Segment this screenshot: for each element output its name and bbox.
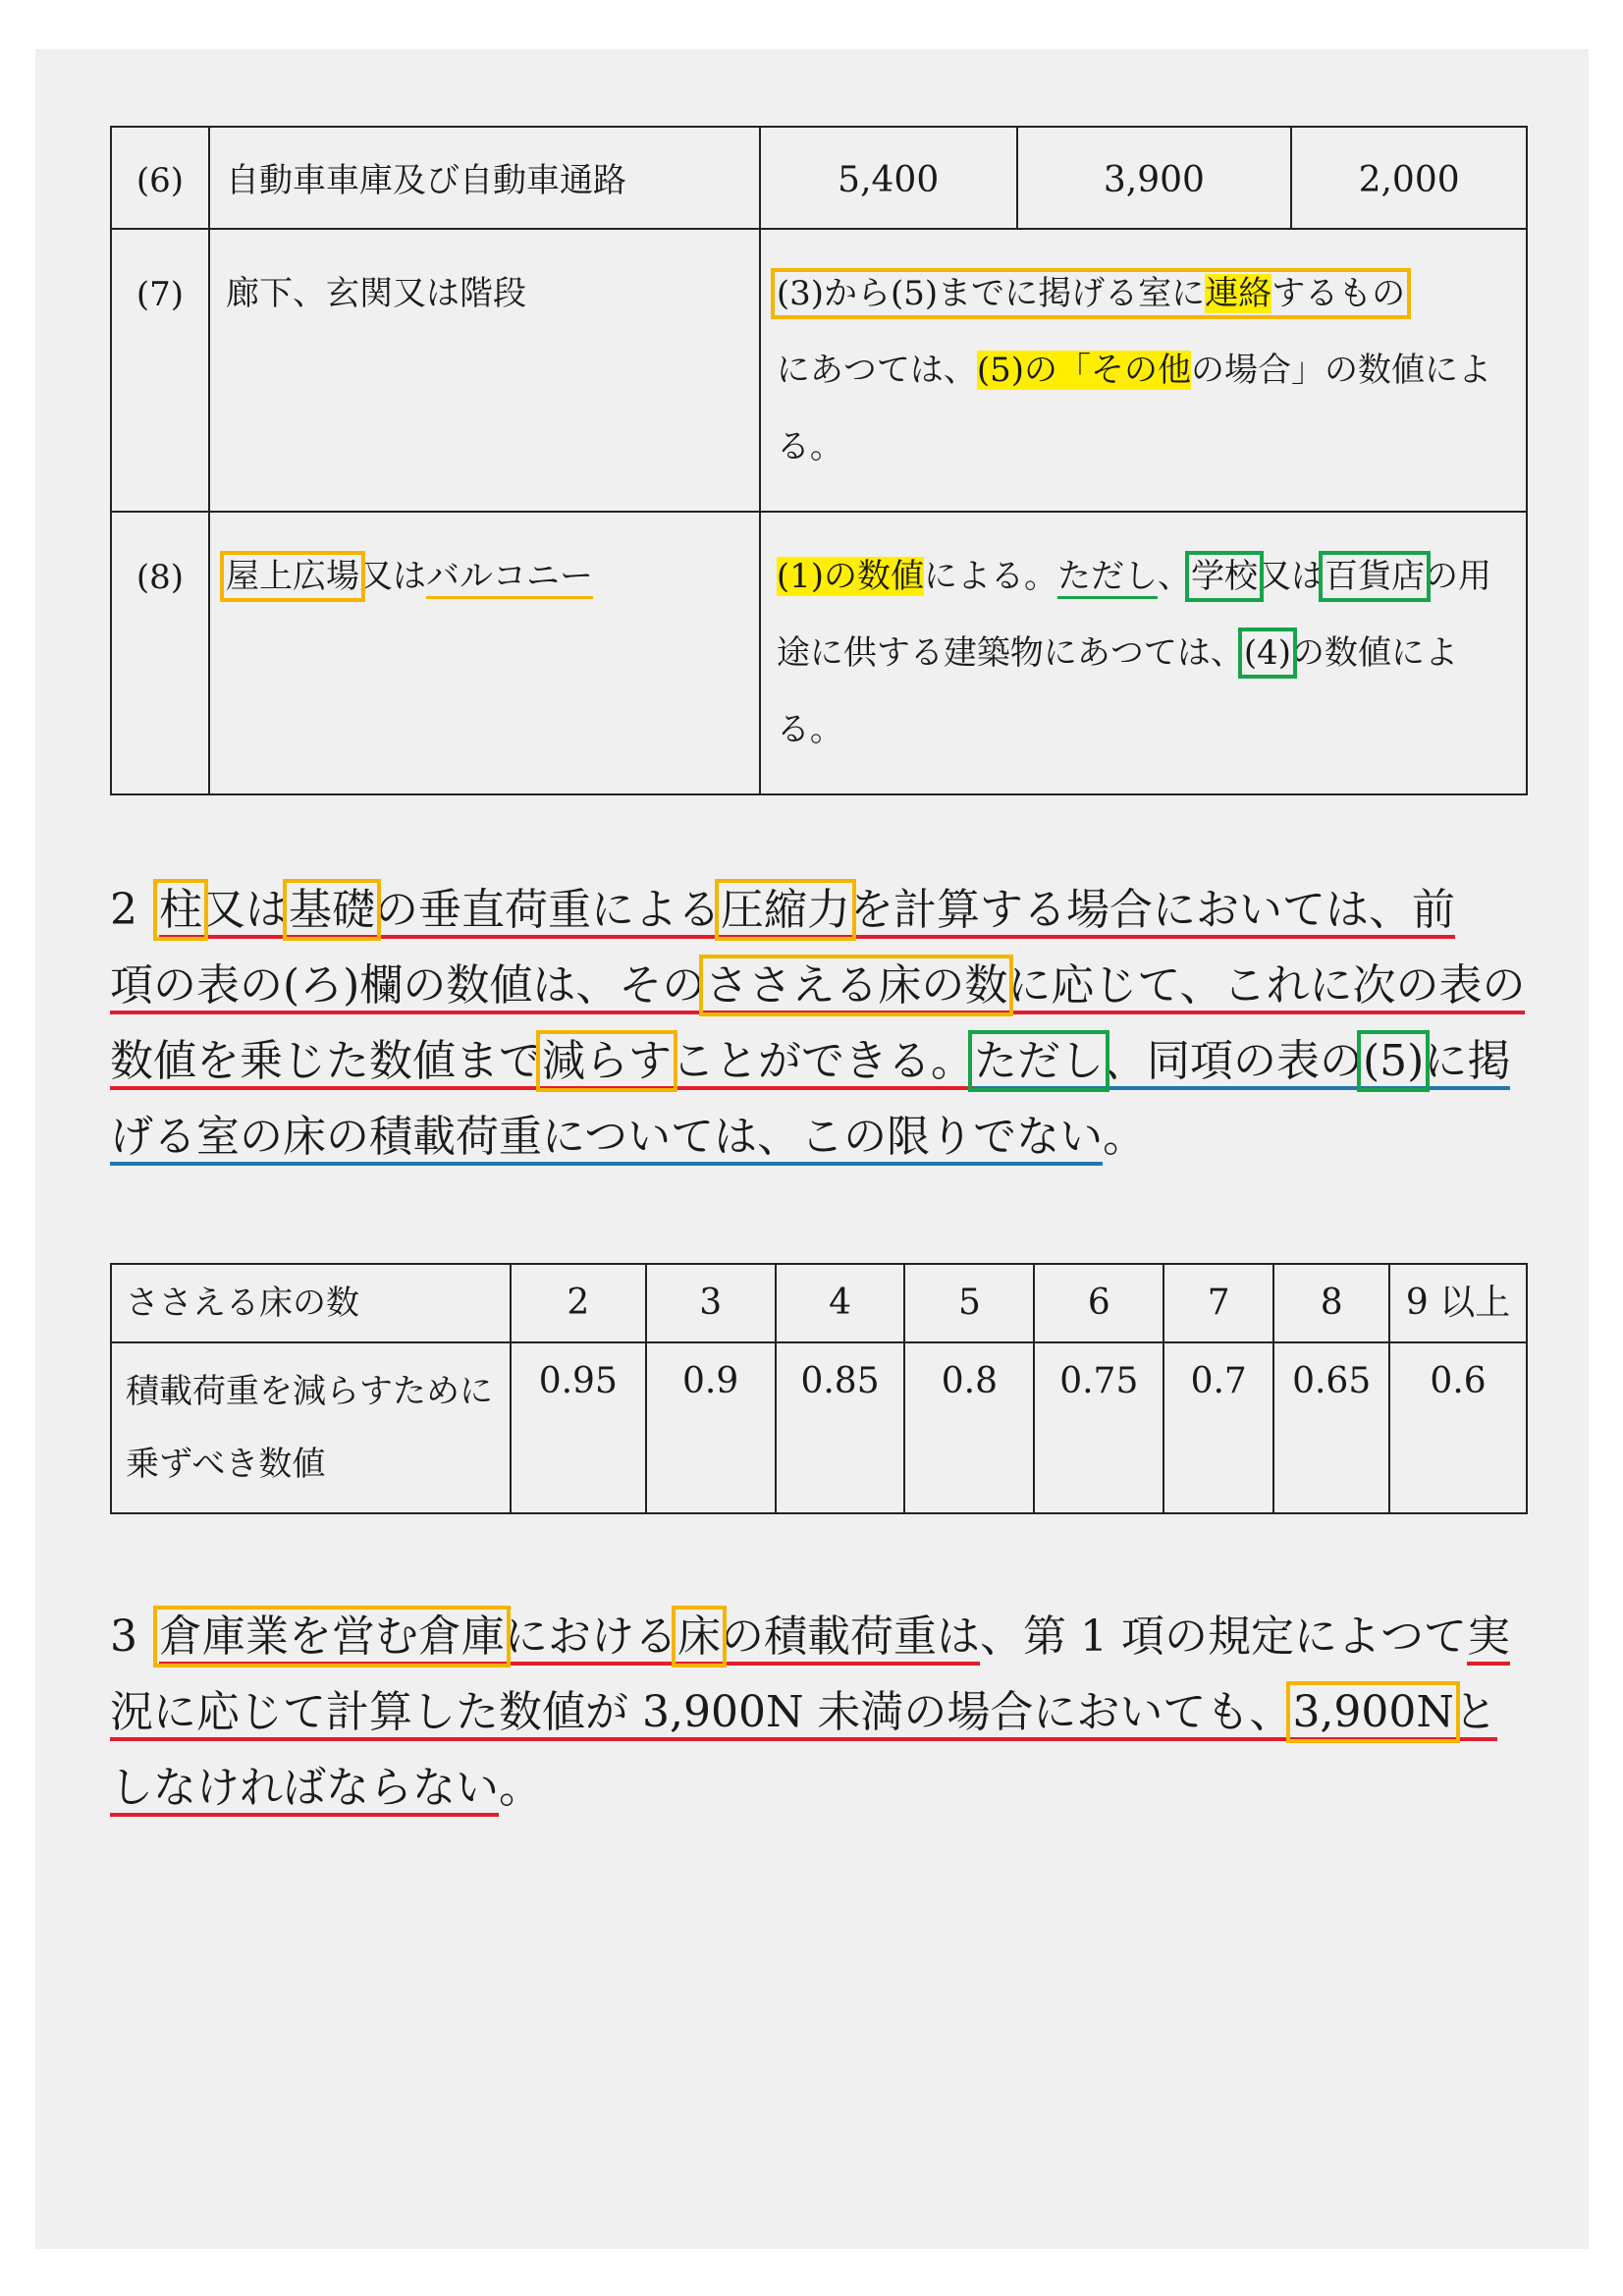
- table-row: [111, 127, 1527, 229]
- floor-count: 7: [1163, 1264, 1273, 1342]
- floor-count: 4: [776, 1264, 905, 1342]
- row-label: 積載荷重を減らすために 乗ずべき数値: [111, 1342, 511, 1513]
- room-type: 自動車車庫及び自動車通路: [209, 127, 760, 229]
- floor-count: 8: [1273, 1264, 1389, 1342]
- reduction-factor: 0.9: [646, 1342, 776, 1513]
- table-row: [111, 1342, 1527, 1513]
- paragraph-3: 3 倉庫業を営む倉庫における床の積載荷重は、第 1 項の規定によつて実 況に応じて計算した数値が 3,900N 未満の場合においても、3,900Nと しなければならない。: [110, 1599, 1528, 1826]
- table-row: [111, 512, 1527, 794]
- highlight-box: (3)から(5)までに掲げる室に連絡するもの: [776, 274, 1406, 313]
- paragraph-number: 3: [110, 1612, 137, 1662]
- reduction-factor: 0.75: [1034, 1342, 1163, 1513]
- paragraph-number: 2: [110, 885, 137, 935]
- document-page: [35, 49, 1589, 2249]
- reduction-factor: 0.85: [776, 1342, 905, 1513]
- load-value: 2,000: [1291, 127, 1527, 229]
- load-value: 3,900: [1017, 127, 1292, 229]
- load-value: 5,400: [760, 127, 1017, 229]
- room-type: 屋上広場又はバルコニー: [209, 512, 760, 794]
- reduction-table: [110, 1263, 1528, 1514]
- page-content: [110, 126, 1528, 1826]
- paragraph-2: 2 柱又は基礎の垂直荷重による圧縮力を計算する場合においては、前 項の表の(ろ)欄の数値は、そのささえる床の数に応じて、これに次の表の 数値を乗じた数値まで減らすことができる。ただし、同項の表の(5)に掲 げる室の床の積載荷重については、この限りでない。: [110, 872, 1528, 1175]
- floor-count: 3: [646, 1264, 776, 1342]
- reduction-factor: 0.6: [1389, 1342, 1527, 1513]
- row-number: (7): [111, 229, 209, 512]
- reduction-factor: 0.65: [1273, 1342, 1389, 1513]
- row-number: (6): [111, 127, 209, 229]
- floor-count: 5: [904, 1264, 1034, 1342]
- reduction-factor: 0.95: [511, 1342, 646, 1513]
- table-row: [111, 229, 1527, 512]
- reduction-factor: 0.8: [904, 1342, 1034, 1513]
- row-label: ささえる床の数: [111, 1264, 511, 1342]
- floor-count: 9 以上: [1389, 1264, 1527, 1342]
- floor-count: 6: [1034, 1264, 1163, 1342]
- row-note: (1)の数値による。ただし、学校又は百貨店の用 途に供する建築物にあつては、(4)の数値による。: [760, 512, 1527, 794]
- table-row: [111, 1264, 1527, 1342]
- room-type: 廊下、玄関又は階段: [209, 229, 760, 512]
- reduction-factor: 0.7: [1163, 1342, 1273, 1513]
- row-number: (8): [111, 512, 209, 794]
- row-note: (3)から(5)までに掲げる室に連絡するもの にあつては、(5)の「その他の場合」の数値による。: [760, 229, 1527, 512]
- load-table: [110, 126, 1528, 795]
- floor-count: 2: [511, 1264, 646, 1342]
